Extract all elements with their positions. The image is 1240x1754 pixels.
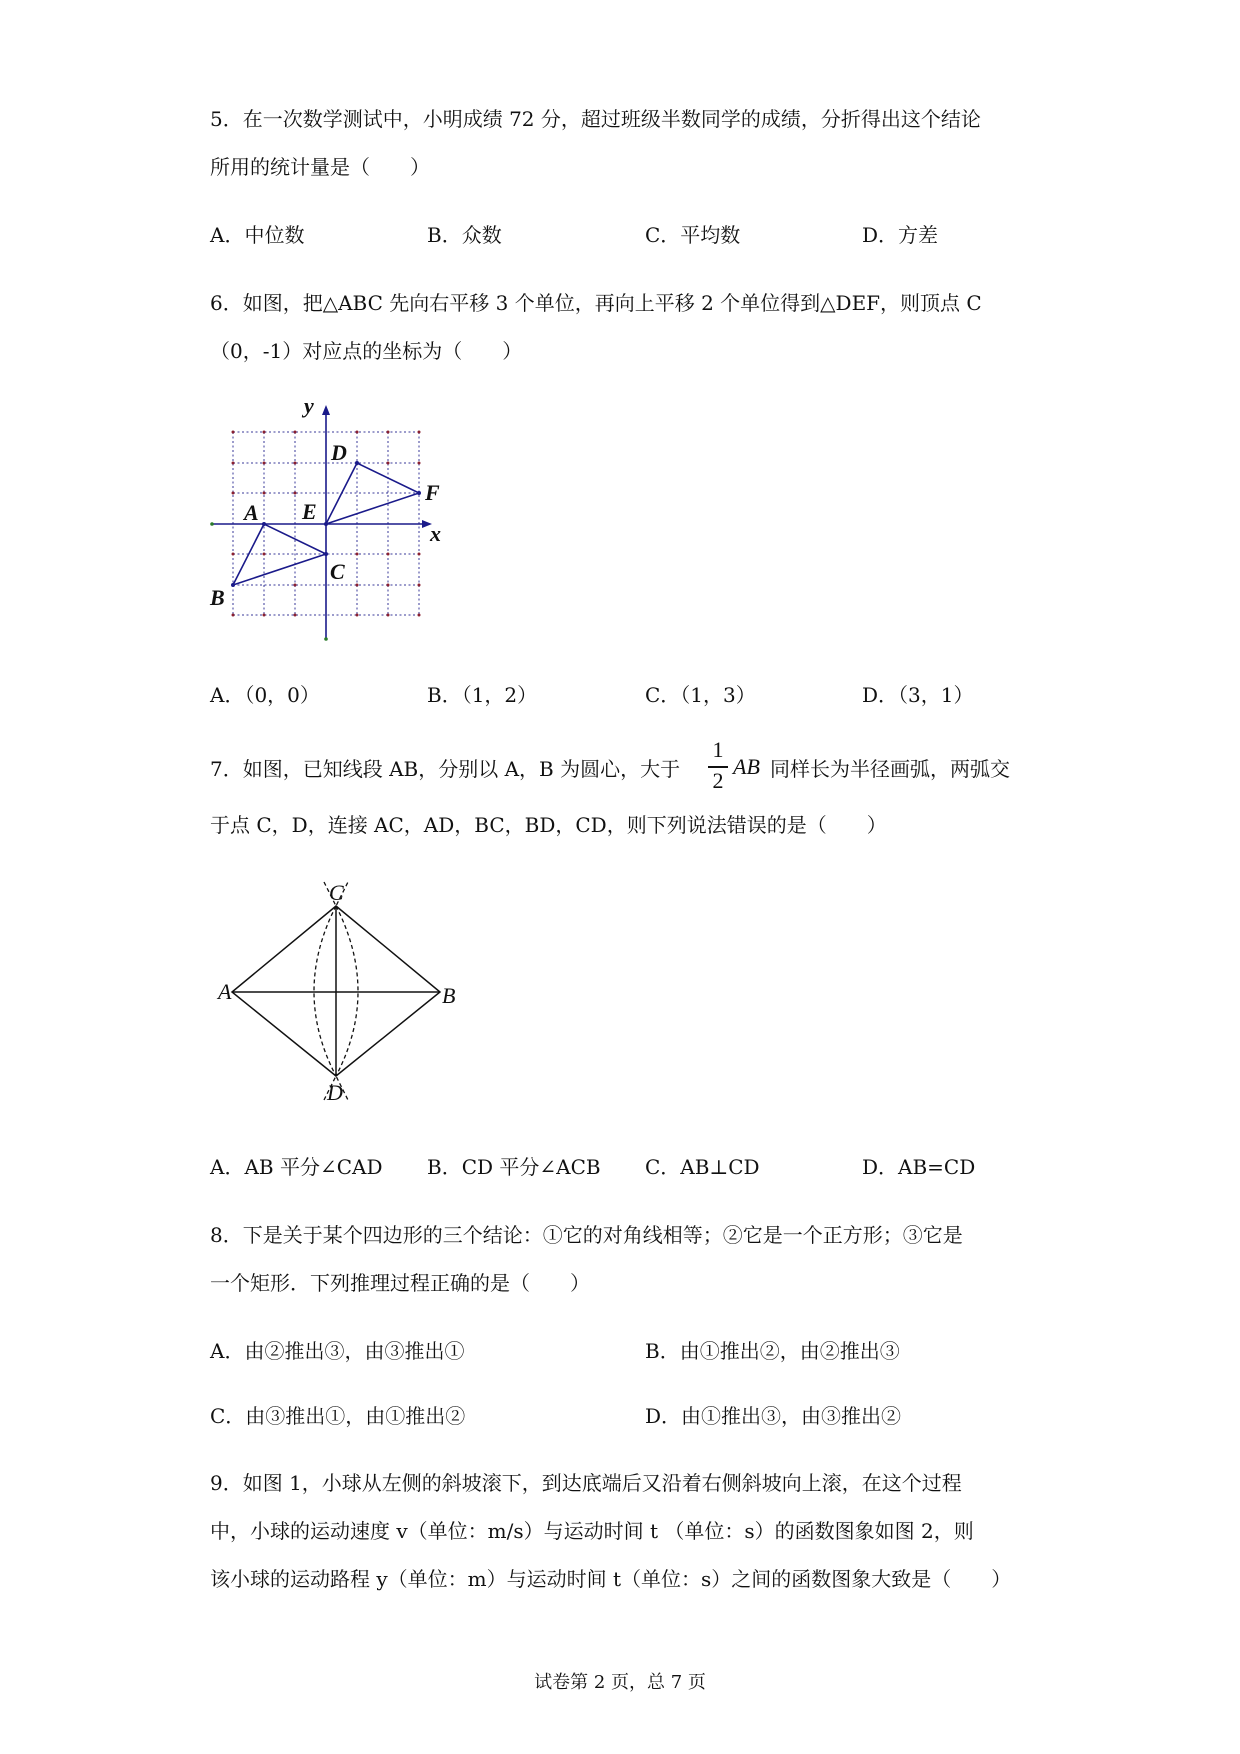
q7-fraction-variable: AB — [733, 754, 760, 779]
q7-option-a: A．AB 平分∠CAD — [210, 1155, 383, 1179]
q7-label-a: A — [218, 979, 232, 1004]
q7-option-b: B．CD 平分∠ACB — [427, 1155, 601, 1179]
q8-option-c: C．由③推出①，由①推出② — [210, 1404, 466, 1428]
q7-fraction-denominator: 2 — [712, 768, 724, 793]
q5-option-b: B．众数 — [427, 223, 502, 247]
q7-line1-pre: 7．如图，已知线段 AB，分别以 A，B 为圆心，大于 — [210, 757, 681, 781]
q8-option-d: D．由①推出③，由③推出② — [645, 1404, 902, 1428]
q6-label-x: x — [430, 521, 441, 546]
q6-label-y: y — [304, 393, 314, 418]
q8-option-a: A．由②推出③，由③推出① — [210, 1339, 465, 1363]
q8-line1: 8．下是关于某个四边形的三个结论：①它的对角线相等；②它是一个正方形；③它是 — [210, 1223, 963, 1247]
q6-label-e: E — [302, 499, 317, 524]
q7-fraction-numerator: 1 — [712, 737, 724, 762]
q9-line1: 9．如图 1，小球从左侧的斜坡滚下，到达底端后又沿着右侧斜坡向上滚，在这个过程 — [210, 1471, 962, 1495]
q7-line2: 于点 C，D，连接 AC，AD，BC，BD，CD，则下列说法错误的是（ ） — [210, 813, 887, 837]
q6-line2: （0，-1）对应点的坐标为（ ） — [210, 339, 523, 363]
q5-option-a: A．中位数 — [210, 223, 305, 247]
q7-label-b: B — [442, 983, 456, 1008]
q7-label-d: D — [327, 1080, 343, 1105]
q6-option-c: C．（1，3） — [645, 683, 756, 707]
q7-option-c: C．AB⊥CD — [645, 1155, 760, 1179]
q6-label-c: C — [330, 559, 345, 584]
q8-option-b: B．由①推出②，由②推出③ — [645, 1339, 900, 1363]
q6-option-b: B．（1，2） — [427, 683, 538, 707]
q9-line2: 中，小球的运动速度 v（单位：m/s）与运动时间 t （单位：s）的函数图象如图 2，则 — [210, 1519, 974, 1543]
q7-label-c: C — [329, 880, 344, 905]
q6-line1: 6．如图，把△ABC 先向右平移 3 个单位，再向上平移 2 个单位得到△DEF，则顶点 C — [210, 291, 982, 315]
q7-line1-post: 同样长为半径画弧，两弧交 — [770, 757, 1010, 781]
q6-label-f: F — [425, 480, 440, 505]
page-footer: 试卷第 2 页，总 7 页 — [534, 1672, 706, 1693]
q6-label-a: A — [244, 500, 259, 525]
q6-figure — [200, 392, 460, 642]
q7-figure — [210, 868, 470, 1108]
q9-line3: 该小球的运动路程 y（单位：m）与运动时间 t（单位：s）之间的函数图象大致是（ ） — [210, 1567, 1012, 1591]
q6-label-b: B — [210, 585, 225, 610]
q6-option-d: D．（3，1） — [862, 683, 974, 707]
q5-line2: 所用的统计量是（ ） — [210, 155, 430, 179]
q7-option-d: D．AB=CD — [862, 1155, 976, 1179]
q5-line1: 5．在一次数学测试中，小明成绩 72 分，超过班级半数同学的成绩，分折得出这个结论 — [210, 107, 981, 131]
q5-option-c: C．平均数 — [645, 223, 741, 247]
q8-line2: 一个矩形．下列推理过程正确的是（ ） — [210, 1271, 590, 1295]
q7-rhombus — [232, 906, 440, 1076]
q6-label-d: D — [331, 440, 347, 465]
q6-option-a: A．（0，0） — [210, 683, 320, 707]
q5-option-d: D．方差 — [862, 223, 939, 247]
